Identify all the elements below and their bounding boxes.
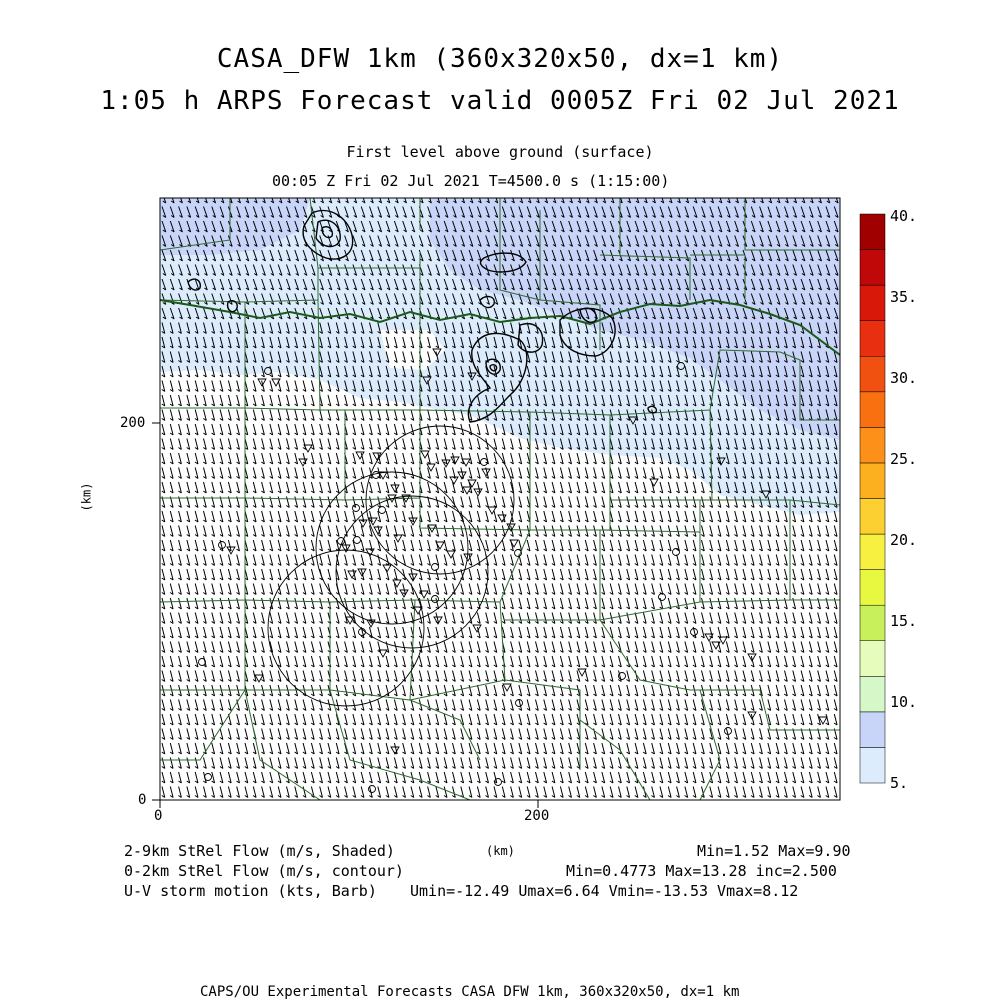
colorbar-swatch (860, 605, 885, 641)
colorbar-label: 15. (890, 612, 918, 630)
y-axis-label: (km) (79, 482, 94, 512)
colorbar-label: 10. (890, 693, 918, 711)
x-axis-label: (km) (486, 844, 515, 858)
y-tick-label: 200 (120, 415, 146, 431)
colorbar-swatch (860, 250, 885, 286)
y-tick-label: 0 (138, 792, 147, 808)
time-label: 00:05 Z Fri 02 Jul 2021 T=4500.0 s (1:15:00) (272, 172, 670, 190)
footer-credit: CAPS/OU Experimental Forecasts CASA DFW 1km, 360x320x50, dx=1 km (200, 984, 740, 1000)
colorbar-swatch (860, 463, 885, 499)
colorbar-label: 30. (890, 369, 918, 387)
legend-shaded: 2-9km StRel Flow (m/s, Shaded) (124, 842, 395, 860)
colorbar-label: 5. (890, 774, 909, 792)
colorbar-label: 35. (890, 288, 918, 306)
colorbar-swatch (860, 570, 885, 606)
colorbar (860, 214, 885, 783)
level-label: First level above ground (surface) (346, 143, 654, 161)
colorbar-label: 25. (890, 450, 918, 468)
colorbar-label: 20. (890, 531, 918, 549)
colorbar-swatch (860, 712, 885, 748)
legend-shaded-stats: Min=1.52 Max=9.90 (697, 842, 851, 860)
colorbar-swatch (860, 321, 885, 357)
colorbar-swatch (860, 499, 885, 535)
colorbar-swatch (860, 534, 885, 570)
colorbar-swatch (860, 641, 885, 677)
colorbar-label: 40. (890, 207, 918, 225)
x-tick-label: 0 (154, 808, 163, 824)
colorbar-swatch (860, 427, 885, 463)
colorbar-swatch (860, 214, 885, 250)
colorbar-swatch (860, 747, 885, 783)
legend-barb-stats: Umin=-12.49 Umax=6.64 Vmin=-13.53 Vmax=8.12 (410, 882, 799, 900)
colorbar-swatch (860, 356, 885, 392)
legend-contour: 0-2km StRel Flow (m/s, contour) (124, 862, 404, 880)
legend-contour-stats: Min=0.4773 Max=13.28 inc=2.500 (566, 862, 837, 880)
plot-title-line2: 1:05 h ARPS Forecast valid 0005Z Fri 02 Jul 2021 (100, 86, 900, 116)
legend-barb: U-V storm motion (kts, Barb) (124, 882, 377, 900)
colorbar-swatch (860, 392, 885, 428)
x-tick-label: 200 (524, 808, 550, 824)
colorbar-swatch (860, 285, 885, 321)
plot-title-line1: CASA_DFW 1km (360x320x50, dx=1 km) (216, 44, 784, 74)
colorbar-swatch (860, 676, 885, 712)
